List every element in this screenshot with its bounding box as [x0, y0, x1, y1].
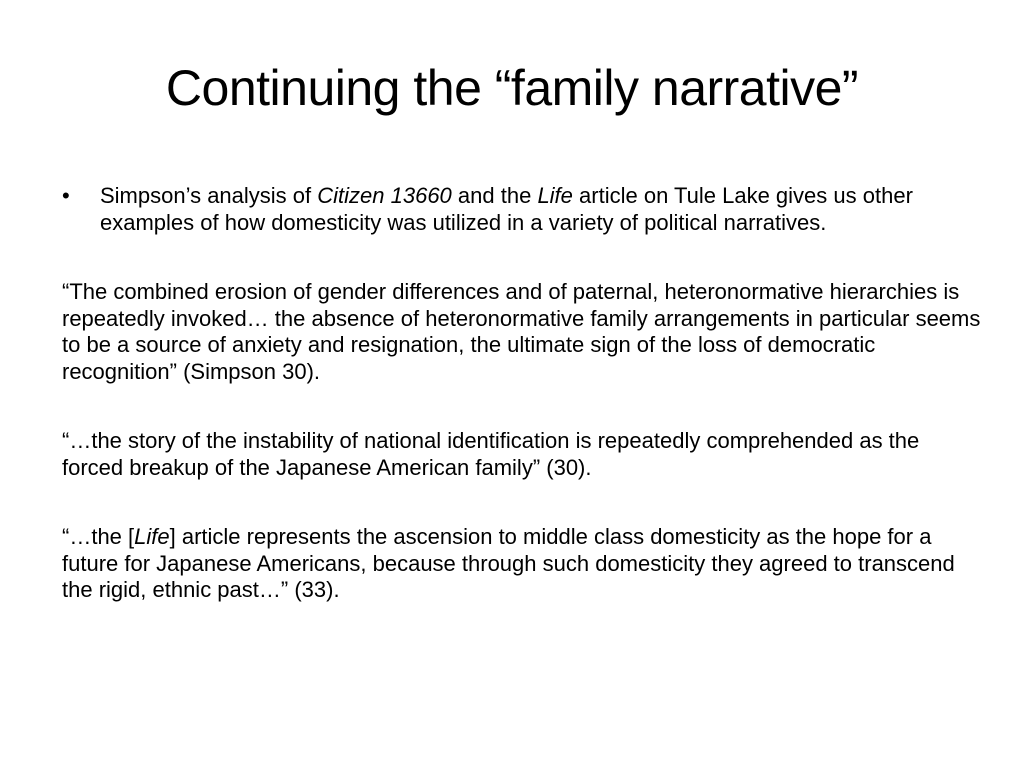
bullet-title-citizen: Citizen 13660: [317, 183, 452, 208]
bullet-paragraph: [62, 183, 982, 236]
quote-paragraph-1: “The combined erosion of gender differences and of paternal, heteronormative hierarchies is repeatedly invoked… the absence of heteronormative family arrangements in particular seems to be a source of anxiety and resignation, the ultimate sign of the loss of democratic recognition” (Simpson 30).: [62, 279, 981, 384]
bullet-text-part-1: Simpson’s analysis of: [100, 183, 318, 208]
slide-title: Continuing the “family narrative”: [165, 60, 859, 116]
bullet-marker: •: [62, 183, 70, 208]
slide-body: [62, 183, 982, 647]
bullet-title-life: Life: [537, 183, 573, 208]
bullet-text-part-3: article on Tule Lake gives us other examples of how domesticity was utilized in a variety of political narratives.: [100, 183, 913, 235]
bullet-text-part-2: and the: [451, 183, 538, 208]
quote-3-text-part-1: “…the [: [62, 524, 135, 549]
quote-paragraph-2: “…the story of the instability of national identification is repeatedly comprehended as the forced breakup of the Japanese American family” (30).: [62, 428, 920, 480]
quote-3-title-life: Life: [134, 524, 170, 549]
quote-paragraph-3: [62, 524, 982, 604]
quote-3-text-part-2: ] article represents the ascension to middle class domesticity as the hope for a future for Japanese Americans, because through such domesticity they agreed to transcend the rigid, ethnic past…” (33).: [62, 524, 955, 602]
